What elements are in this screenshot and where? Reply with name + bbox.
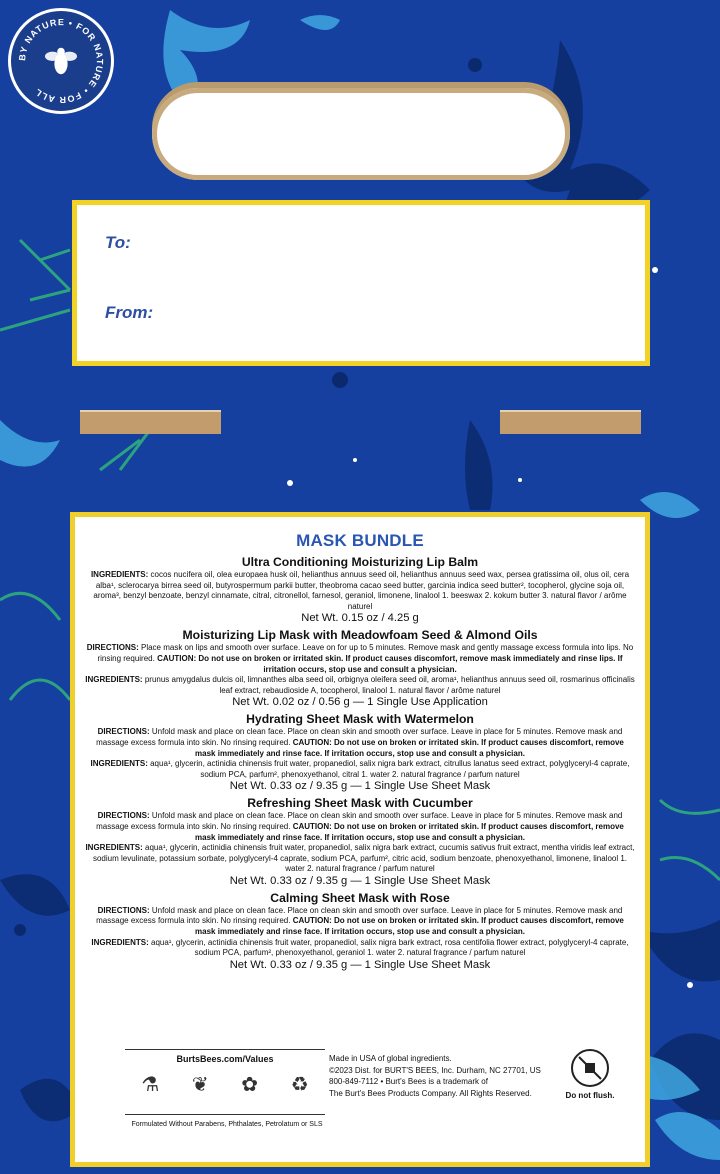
directions-label: DIRECTIONS: bbox=[97, 727, 150, 737]
bundle-title: MASK BUNDLE bbox=[296, 531, 424, 550]
product-ingredients bbox=[85, 843, 635, 875]
product-ingredients bbox=[85, 938, 635, 959]
fold-slot-right bbox=[500, 410, 641, 434]
no-flush-label: Do not flush. bbox=[565, 1091, 615, 1100]
ingredients-text: aqua¹, glycerin, actinidia chinensis fruit water, propanediol, salix nigra bark extract, cucumis sativus fruit extract, mentha viridis leaf extract, sodium levulinate, potassium sorbate, polyglyceryl-4 caprate, sodium PCA, parfum², citric acid, sodium benzoate, phenoxyethanol, limonene, linalool bbox=[92, 843, 635, 863]
made-line: ©2023 Dist. for BURT'S BEES, Inc. Durham, NC 27701, US bbox=[329, 1065, 541, 1075]
ingredients-text: aqua¹, glycerin, actinidia chinensis fruit water, propanediol, salix nigra bark extract, rosa centifolia flower extract, polyglyceryl-4 caprate, sodium PCA, parfum², phenoxyethanol, geraniol bbox=[151, 937, 629, 958]
footnotes: 1. natural flavor / arôme naturel bbox=[389, 685, 501, 695]
ingredients-text: cocos nucifera oil, olea europaea husk oil, helianthus annuus seed oil, helianthus annuus seed wax, persea gratissima oil, olus oil, cera alba¹, sclerocarya birrea seed oil, butyrospermum parkii butter, theobroma cacao seed butter, garcinia indica seed butter², tocopherol, glycine soja oil, aroma³, benzyl benzoate, benzyl cinnamate, citral, citronellol, farnesol, geraniol, limonene, linalool bbox=[93, 570, 630, 601]
product-name: Refreshing Sheet Mask with Cucumber bbox=[247, 796, 473, 811]
recycle-icon: ♻ bbox=[290, 1074, 309, 1096]
product-ingredients bbox=[85, 675, 635, 696]
footer bbox=[85, 1049, 635, 1149]
directions-text: Place mask on lips and smooth over surface. Leave on for up to 5 minutes. Remove mask and gently massage excess formula into lips. No rinsing required. bbox=[97, 643, 634, 663]
directions-text: Unfold mask and place on clean face. Place on clean skin and smooth over surface. Leave in place for 5 minutes. Remove mask and massage excess formula into skin. No rinsing required. bbox=[96, 727, 623, 747]
made-line: The Burt's Bees Products Company. All Rights Reserved. bbox=[329, 1088, 532, 1098]
bunny-icon: ❦ bbox=[191, 1074, 209, 1096]
info-panel bbox=[70, 512, 650, 1167]
caution-text: CAUTION: Do not use on broken or irritated skin. If product causes discomfort, remove mask immediately and rinse face. If irritation occurs, stop use and consult a physician. bbox=[195, 916, 624, 937]
net-weight: Net Wt. 0.33 oz / 9.35 g — 1 Single Use Sheet Mask bbox=[229, 780, 491, 793]
flask-icon: ⚗ bbox=[141, 1074, 160, 1096]
caution-text: CAUTION: Do not use on broken or irritated skin. If product causes discomfort, remove mask immediately and rinse face. If irritation occurs, stop use and consult a physician. bbox=[195, 737, 624, 758]
product-name: Calming Sheet Mask with Rose bbox=[270, 890, 450, 905]
hands-plant-icon: ✿ bbox=[241, 1074, 259, 1096]
ingredients-label: INGREDIENTS: bbox=[85, 675, 143, 685]
directions-text: Unfold mask and place on clean face. Place on clean skin and smooth over surface. Leave in place for 5 minutes. Remove mask and massage excess formula into skin. No rinsing required. bbox=[96, 811, 623, 831]
product-ingredients bbox=[85, 570, 635, 612]
directions-label: DIRECTIONS: bbox=[86, 643, 139, 653]
footnotes: 1. water 2. natural fragrance / parfum naturel bbox=[367, 948, 526, 958]
ingredients-label: INGREDIENTS: bbox=[90, 759, 148, 769]
formulated-without: Formulated Without Parabens, Phthalates, Petrolatum or SLS bbox=[131, 1121, 323, 1128]
to-label: To: bbox=[105, 233, 131, 252]
footnotes: 1. water 2. natural fragrance / parfum naturel bbox=[285, 853, 628, 874]
product-block bbox=[85, 628, 635, 709]
footnotes: 1. beeswax 2. kokum butter 3. natural flavor / arôme naturel bbox=[347, 591, 627, 611]
badge-text: BY NATURE • FOR NATURE • FOR ALL bbox=[17, 17, 105, 105]
carry-handle-cutout bbox=[152, 88, 570, 180]
net-weight: Net Wt. 0.02 oz / 0.56 g — 1 Single Use Application bbox=[232, 696, 488, 709]
footnotes: 1. water 2. natural fragrance / parfum naturel bbox=[361, 769, 520, 779]
product-name: Ultra Conditioning Moisturizing Lip Balm bbox=[241, 555, 479, 569]
values-box bbox=[125, 1049, 325, 1115]
product-directions bbox=[85, 906, 635, 938]
ingredients-text: prunus amygdalus dulcis oil, limnanthes alba seed oil, orbignya oleifera seed oil, aroma¹, helianthus annuus seed oil, rosmarinus officinalis leaf extract, rebaudioside A, tocopherol, linalool bbox=[144, 675, 635, 695]
ingredients-label: INGREDIENTS: bbox=[91, 937, 149, 947]
product-directions bbox=[85, 727, 635, 759]
bee-logo-icon bbox=[11, 11, 111, 111]
from-label: From: bbox=[105, 303, 154, 322]
brand-badge bbox=[8, 8, 114, 114]
values-icons bbox=[125, 1072, 325, 1097]
caution-text: CAUTION: Do not use on broken or irritated skin. If product causes discomfort, remove mask immediately and rinse lips. If irritation occurs, stop use and consult a physician. bbox=[157, 653, 623, 674]
ingredients-label: INGREDIENTS: bbox=[90, 570, 149, 579]
ingredients-label: INGREDIENTS: bbox=[85, 843, 143, 853]
fold-slot-left bbox=[80, 410, 221, 434]
gift-tag bbox=[72, 200, 650, 366]
no-flush-box bbox=[555, 1049, 625, 1100]
net-weight: Net Wt. 0.33 oz / 9.35 g — 1 Single Use Sheet Mask bbox=[229, 958, 491, 971]
ingredients-text: aqua¹, glycerin, actinidia chinensis fruit water, propanediol, salix nigra bark extract, citrullus lanatus seed extract, polyglyceryl-4 caprate, sodium PCA, parfum², phenoxyethanol, citral bbox=[150, 759, 630, 779]
product-block bbox=[85, 891, 635, 972]
product-directions bbox=[85, 811, 635, 843]
product-name: Moisturizing Lip Mask with Meadowfoam Seed & Almond Oils bbox=[182, 628, 538, 643]
product-ingredients bbox=[85, 759, 635, 780]
product-block bbox=[85, 555, 635, 625]
made-in-info bbox=[329, 1053, 549, 1099]
product-list bbox=[85, 555, 635, 972]
product-name: Hydrating Sheet Mask with Watermelon bbox=[246, 712, 474, 727]
directions-label: DIRECTIONS: bbox=[97, 811, 150, 821]
net-weight: Net Wt. 0.33 oz / 9.35 g — 1 Single Use Sheet Mask bbox=[229, 874, 491, 887]
net-weight: Net Wt. 0.15 oz / 4.25 g bbox=[301, 612, 419, 625]
product-block bbox=[85, 712, 635, 793]
product-block bbox=[85, 796, 635, 888]
made-line: 800-849-7112 • Burt's Bees is a trademark of bbox=[329, 1077, 488, 1086]
directions-label: DIRECTIONS: bbox=[97, 905, 150, 915]
no-flush-icon bbox=[571, 1049, 609, 1087]
values-url: BurtsBees.com/Values bbox=[176, 1054, 274, 1064]
product-directions bbox=[85, 643, 635, 675]
caution-text: CAUTION: Do not use on broken or irritated skin. If product causes discomfort, remove mask immediately and rinse face. If irritation occurs, stop use and consult a physician. bbox=[195, 821, 624, 842]
made-line: Made in USA of global ingredients. bbox=[329, 1054, 452, 1063]
directions-text: Unfold mask and place on clean face. Place on clean skin and smooth over surface. Leave in place for 5 minutes. Remove mask and massage excess formula into skin. No rinsing required. bbox=[96, 905, 623, 926]
